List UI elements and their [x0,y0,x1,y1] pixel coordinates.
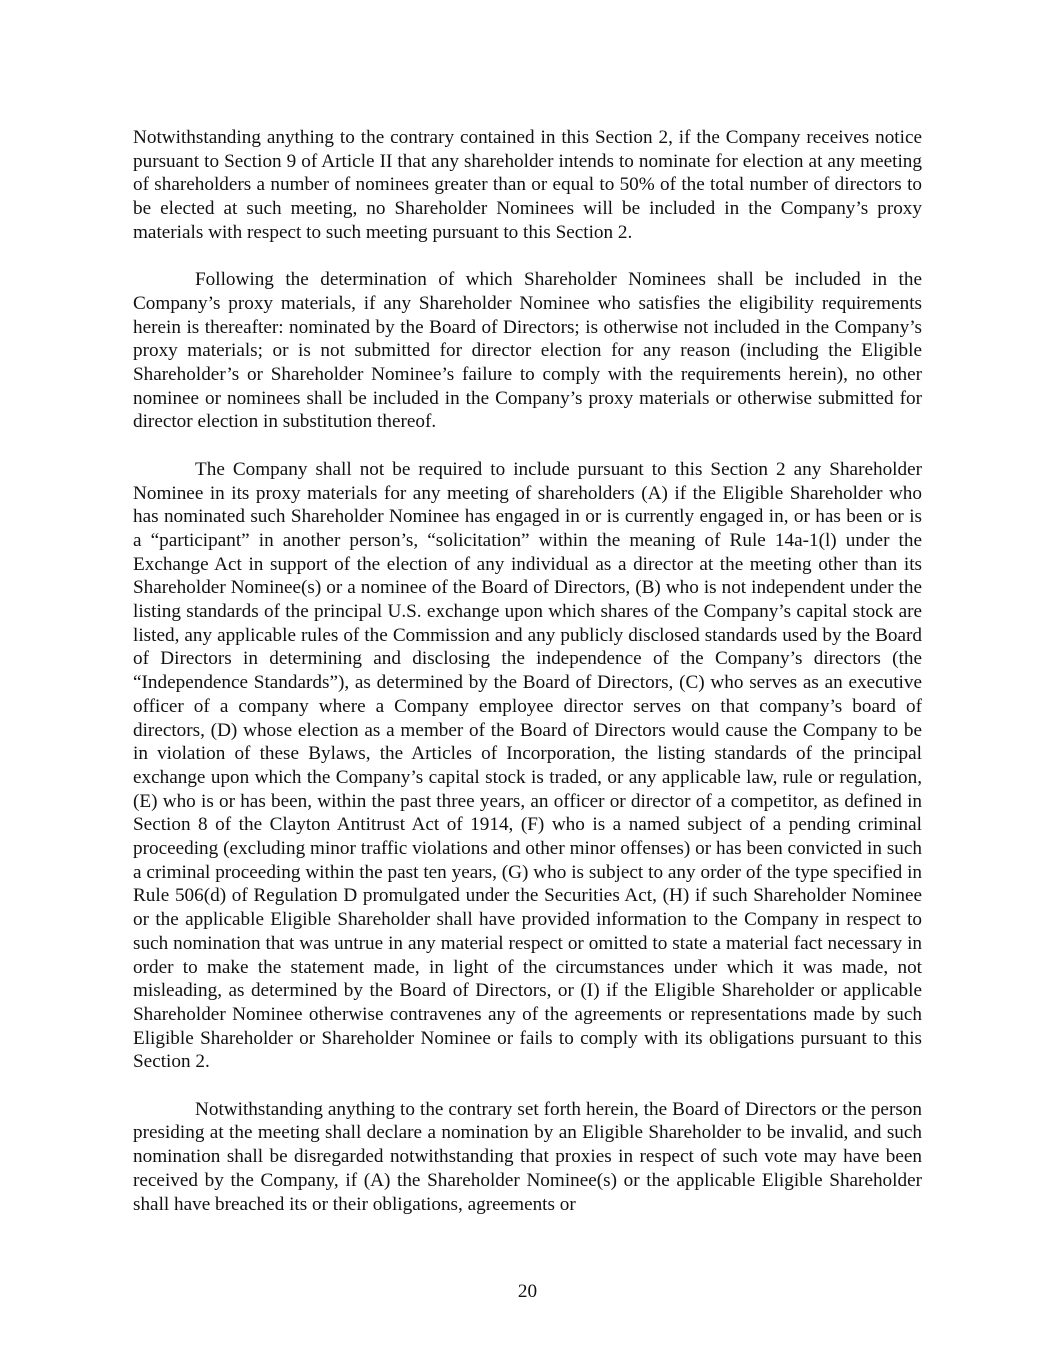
paragraph-proxy-nominee-limit: Notwithstanding anything to the contrary contained in this Section 2, if the Company receives notice pursuant to Section 9 of Article II that any shareholder intends to nominate for election at any meeting of shareholders a number of nominees greater than or equal to 50% of the total number of directors to be elected at such meeting, no Shareholder Nominees will be included in the Company’s proxy materials with respect to such meeting pursuant to this Section 2. [133,127,922,243]
paragraph-no-substitution: Following the determination of which Shareholder Nominees shall be included in the Company’s proxy materials, if any Shareholder Nominee who satisfies the eligibility requirements herein is thereafter: nominated by the Board of Directors; is otherwise not included in the Company’s proxy materials; or is not submitted for director election for any reason (including the Eligible Shareholder’s or Shareholder Nominee’s failure to comply with the requirements herein), no other nominee or nominees shall be included in the Company’s proxy materials or otherwise submitted for director election in substitution thereof. [133,269,922,433]
paragraph-exclusion-conditions: The Company shall not be required to include pursuant to this Section 2 any Shareholder Nominee in its proxy materials for any meeting of shareholders (A) if the Eligible Shareholder who has nominated such Shareholder Nominee has engaged in or is currently engaged in, or has been or is a “participant” in another person’s, “solicitation” within the meaning of Rule 14a-1(l) under the Exchange Act in support of the election of any individual as a director at the meeting other than its Shareholder Nominee(s) or a nominee of the Board of Directors, (B) who is not independent under the listing standards of the principal U.S. exchange upon which shares of the Company’s capital stock are listed, any applicable rules of the Commission and any publicly disclosed standards used by the Board of Directors in determining and disclosing the independence of the Company’s directors (the “Independence Standards”), as determined by the Board of Directors, (C) who serves as an executive officer of a company where a Company employee director serves on that company’s board of directors, (D) whose election as a member of the Board of Directors would cause the Company to be in violation of these Bylaws, the Articles of Incorporation, the listing standards of the principal exchange upon which the Company’s capital stock is traded, or any applicable law, rule or regulation, (E) who is or has been, within the past three years, an officer or director of a competitor, as defined in Section 8 of the Clayton Antitrust Act of 1914, (F) who is a named subject of a pending criminal proceeding (excluding minor traffic violations and other minor offenses) or has been convicted in such a criminal proceeding within the past ten years, (G) who is subject to any order of the type specified in Rule 506(d) of Regulation D promulgated under the Securities Act, (H) if such Shareholder Nominee or the applicable Eligible Shareholder shall have provided information to the Company in respect to such nomination that was untrue in any material respect or omitted to state a material fact necessary in order to make the statement made, in light of the circumstances under which it was made, not misleading, as determined by the Board of Directors, or (I) if the Eligible Shareholder or applicable Shareholder Nominee otherwise contravenes any of the agreements or representations made by such Eligible Shareholder or Shareholder Nominee or fails to comply with its obligations pursuant to this Section 2. [133,458,922,1073]
paragraph-invalid-nomination: Notwithstanding anything to the contrary set forth herein, the Board of Directors or the person presiding at the meeting shall declare a nomination by an Eligible Shareholder to be invalid, and such nomination shall be disregarded notwithstanding that proxies in respect of such vote may have been received by the Company, if (A) the Shareholder Nominee(s) or the applicable Eligible Shareholder shall have breached its or their obligations, agreements or [133,1098,922,1215]
page-number: 20 [517,1281,538,1302]
document-body [133,126,922,1240]
